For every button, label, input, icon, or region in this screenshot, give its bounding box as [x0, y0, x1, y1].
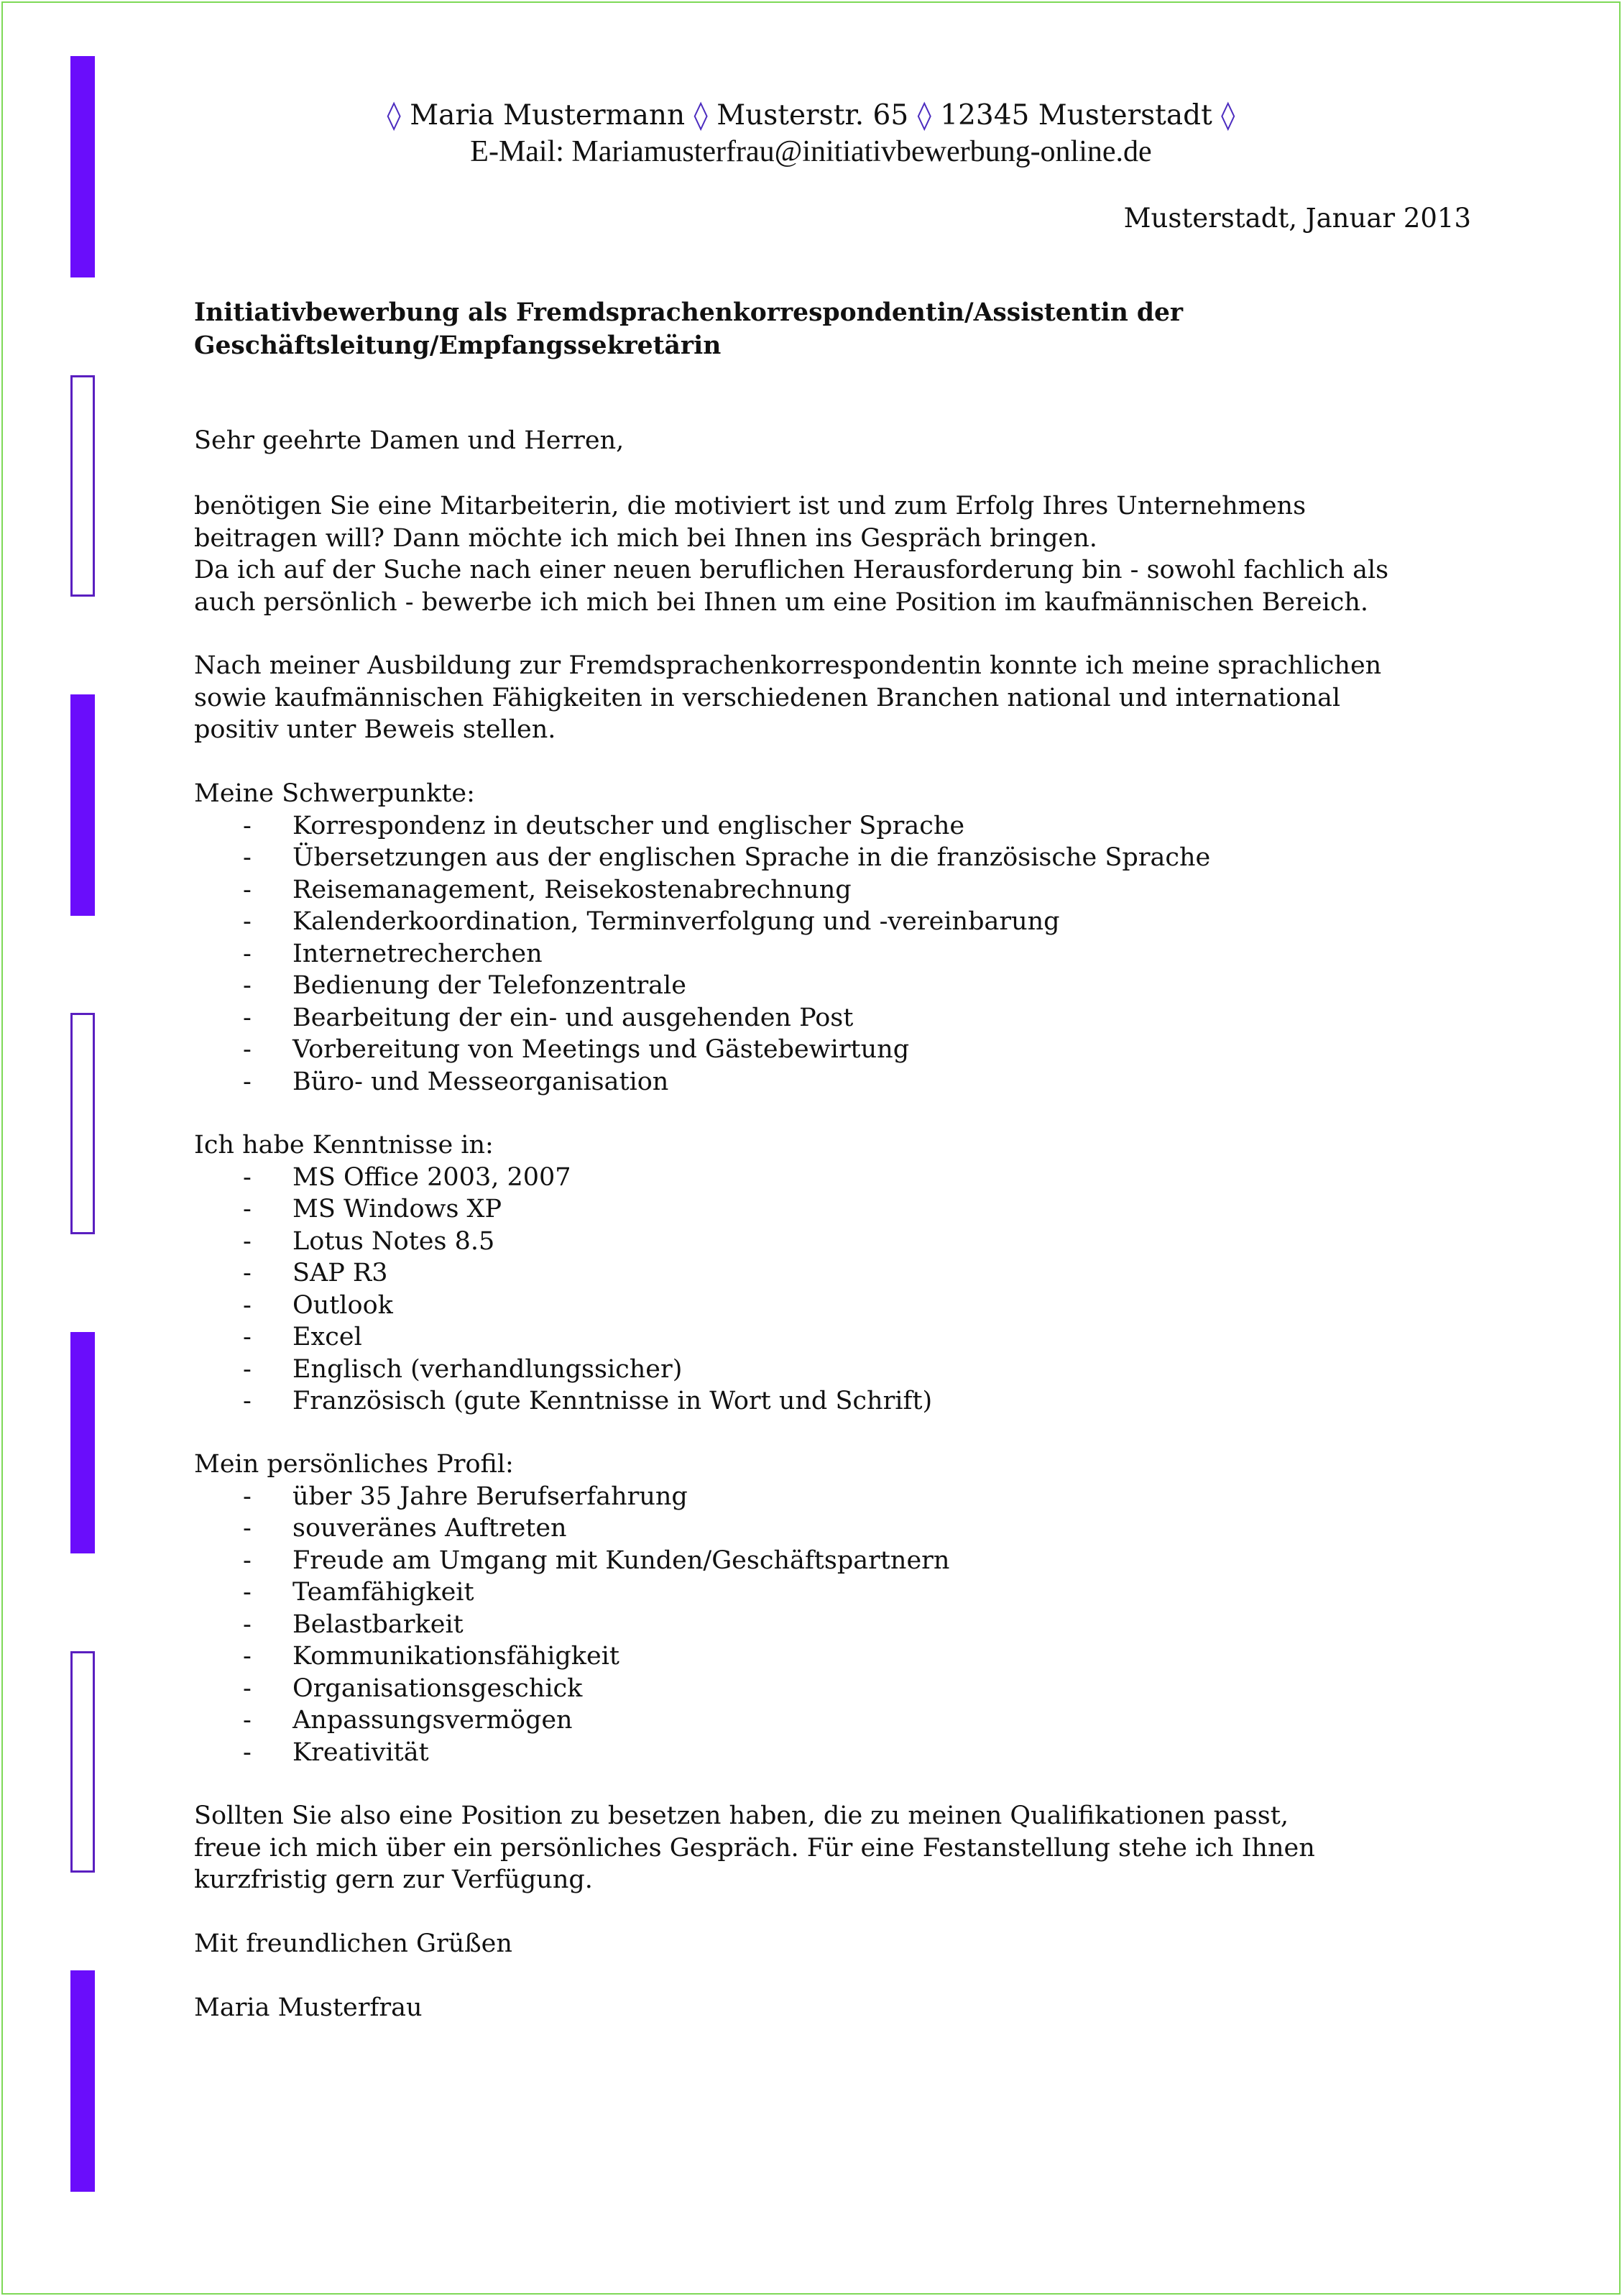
- salutation-text: Sehr geehrte Damen und Herren,: [194, 426, 625, 455]
- list-item: [194, 1034, 1488, 1066]
- greeting-text: Mit freundlichen Grüßen: [194, 1929, 512, 1958]
- paragraph-line: positiv unter Beweis stellen.: [194, 715, 556, 744]
- list-item: [194, 1066, 1488, 1098]
- qualification-paragraph: [194, 650, 1488, 746]
- list-item-text: MS Office 2003, 2007: [292, 1162, 571, 1192]
- dash-bullet: -: [243, 1673, 252, 1703]
- dash-bullet: -: [243, 843, 252, 872]
- list-item: [194, 810, 1488, 842]
- dash-bullet: -: [243, 939, 252, 968]
- sender-street: Musterstr. 65: [716, 99, 909, 132]
- dash-bullet: -: [243, 1003, 252, 1032]
- diamond-icon: ◊: [694, 99, 708, 132]
- salutation: [194, 425, 1488, 457]
- paragraph-line: beitragen will? Dann möchte ich mich bei Ihnen ins Gespräch bringen.: [194, 523, 1097, 553]
- focus-section: [194, 778, 1488, 1098]
- profile-section: [194, 1448, 1488, 1768]
- diamond-icon: ◊: [917, 99, 931, 132]
- signature-name: Maria Musterfrau: [194, 1993, 423, 2022]
- list-item: [194, 1002, 1488, 1034]
- sender-city: 12345 Musterstadt: [940, 99, 1212, 132]
- list-item-text: Büro- und Messeorganisation: [292, 1067, 669, 1096]
- list-item-text: souveränes Auftreten: [292, 1514, 567, 1543]
- closing-greeting: [194, 1928, 1488, 1960]
- list-item-text: Übersetzungen aus der englischen Sprache in die französische Sprache: [292, 843, 1211, 872]
- side-bar-outline: [70, 1651, 95, 1873]
- subject-line: Geschäftsleitung/Empfangssekretärin: [194, 331, 722, 360]
- signature: [194, 1992, 1488, 2024]
- paragraph-line: kurzfristig gern zur Verfügung.: [194, 1865, 593, 1894]
- list-item: [194, 938, 1488, 970]
- diamond-icon: ◊: [387, 99, 401, 132]
- list-item: [194, 874, 1488, 906]
- dash-bullet: -: [243, 1642, 252, 1671]
- list-item: [194, 1226, 1488, 1258]
- list-item-text: Englisch (verhandlungssicher): [292, 1354, 683, 1384]
- list-item-text: Bearbeitung der ein- und ausgehenden Post: [292, 1003, 854, 1032]
- dash-bullet: -: [243, 1482, 252, 1511]
- paragraph-line: sowie kaufmännischen Fähigkeiten in verschiedenen Branchen national und international: [194, 683, 1341, 712]
- side-bar-filled: [70, 1332, 95, 1553]
- list-item-text: Lotus Notes 8.5: [292, 1226, 495, 1256]
- list-item-text: Französisch (gute Kenntnisse in Wort und Schrift): [292, 1387, 933, 1415]
- list-item-text: Vorbereitung von Meetings und Gästebewirtung: [292, 1035, 910, 1064]
- dash-bullet: -: [243, 1706, 252, 1735]
- list-item-text: Reisemanagement, Reisekostenabrechnung: [292, 875, 852, 904]
- list-item-text: Anpassungsvermögen: [292, 1706, 573, 1735]
- dash-bullet: -: [243, 971, 252, 1000]
- list-item: [194, 1385, 1488, 1418]
- dash-bullet: -: [243, 1610, 252, 1639]
- sender-address-line: [0, 96, 1622, 135]
- paragraph-line: Nach meiner Ausbildung zur Fremdsprachenkorrespondentin konnte ich meine sprachlichen: [194, 651, 1382, 680]
- dash-bullet: -: [243, 1546, 252, 1575]
- dash-bullet: -: [243, 1067, 252, 1096]
- list-item-text: MS Windows XP: [292, 1195, 502, 1223]
- side-bar-outline: [70, 1013, 95, 1234]
- intro-paragraph: [194, 490, 1488, 618]
- sender-email: E-Mail: Mariamusterfrau@initiativbewerbung-online.de: [470, 135, 1152, 168]
- dash-bullet: -: [243, 1035, 252, 1064]
- list-item-text: Internetrecherchen: [292, 939, 543, 968]
- list-item: [194, 1354, 1488, 1386]
- diamond-icon: ◊: [1221, 99, 1235, 132]
- list-item-text: Teamfähigkeit: [292, 1578, 474, 1607]
- list-item: [194, 1257, 1488, 1290]
- closing-paragraph: [194, 1800, 1488, 1896]
- profile-list: [194, 1481, 1488, 1769]
- paragraph-line: freue ich mich über ein persönliches Gespräch. Für eine Festanstellung stehe ich Ihnen: [194, 1833, 1315, 1863]
- list-item: [194, 1576, 1488, 1609]
- letter-subject: [194, 296, 1488, 362]
- list-item: [194, 1162, 1488, 1194]
- dash-bullet: -: [243, 1323, 252, 1351]
- list-item: [194, 1481, 1488, 1513]
- dash-bullet: -: [243, 1195, 252, 1223]
- dash-bullet: -: [243, 875, 252, 904]
- skills-list: [194, 1162, 1488, 1418]
- list-item-text: Organisationsgeschick: [292, 1673, 583, 1703]
- side-bar-filled: [70, 694, 95, 916]
- list-item-text: Bedienung der Telefonzentrale: [292, 971, 686, 1000]
- list-item: [194, 1704, 1488, 1737]
- list-item: [194, 1609, 1488, 1641]
- section-heading: Mein persönliches Profil:: [194, 1450, 514, 1479]
- list-item: [194, 1673, 1488, 1705]
- side-bar-filled: [70, 1970, 95, 2192]
- skills-section: [194, 1129, 1488, 1418]
- dash-bullet: -: [243, 1578, 252, 1607]
- dash-bullet: -: [243, 907, 252, 936]
- dash-bullet: -: [243, 1162, 252, 1192]
- list-item: [194, 1737, 1488, 1769]
- list-item: [194, 1640, 1488, 1673]
- list-item-text: Belastbarkeit: [292, 1610, 464, 1639]
- list-item-text: Kreativität: [292, 1737, 429, 1767]
- list-item: [194, 1545, 1488, 1577]
- list-item-text: Kalenderkoordination, Terminverfolgung und -vereinbarung: [292, 907, 1060, 936]
- list-item-text: Kommunikationsfähigkeit: [292, 1642, 619, 1671]
- paragraph-line: benötigen Sie eine Mitarbeiterin, die motiviert ist und zum Erfolg Ihres Unternehmens: [194, 492, 1307, 520]
- subject-line: Initiativbewerbung als Fremdsprachenkorrespondentin/Assistentin der: [194, 298, 1184, 327]
- list-item: [194, 1193, 1488, 1226]
- section-heading: Ich habe Kenntnisse in:: [194, 1131, 494, 1160]
- dash-bullet: -: [243, 1226, 252, 1256]
- paragraph-line: auch persönlich - bewerbe ich mich bei Ihnen um eine Position im kaufmännischen Bereich.: [194, 587, 1369, 617]
- section-heading: Meine Schwerpunkte:: [194, 779, 475, 808]
- dash-bullet: -: [243, 1259, 252, 1287]
- side-bar-outline: [70, 375, 95, 597]
- list-item: [194, 1512, 1488, 1545]
- dash-bullet: -: [243, 1387, 252, 1415]
- list-item: [194, 970, 1488, 1002]
- dash-bullet: -: [243, 1514, 252, 1543]
- dash-bullet: -: [243, 1290, 252, 1320]
- list-item-text: Outlook: [292, 1290, 393, 1320]
- list-item: [194, 842, 1488, 874]
- letter-date: Musterstadt, Januar 2013: [1123, 203, 1471, 234]
- list-item: [194, 1321, 1488, 1354]
- sender-name: Maria Mustermann: [410, 99, 686, 132]
- dash-bullet: -: [243, 811, 252, 840]
- list-item: [194, 906, 1488, 938]
- dash-bullet: -: [243, 1737, 252, 1767]
- list-item-text: Excel: [292, 1323, 362, 1351]
- list-item-text: Freude am Umgang mit Kunden/Geschäftspartnern: [292, 1546, 950, 1575]
- paragraph-line: Da ich auf der Suche nach einer neuen beruflichen Herausforderung bin - sowohl fachlich als: [194, 556, 1389, 584]
- list-item-text: Korrespondenz in deutscher und englischer Sprache: [292, 811, 965, 840]
- paragraph-line: Sollten Sie also eine Position zu besetzen haben, die zu meinen Qualifikationen passt,: [194, 1801, 1289, 1830]
- list-item-text: über 35 Jahre Berufserfahrung: [292, 1482, 688, 1511]
- list-item: [194, 1290, 1488, 1322]
- focus-list: [194, 810, 1488, 1098]
- list-item-text: SAP R3: [292, 1259, 388, 1287]
- dash-bullet: -: [243, 1354, 252, 1384]
